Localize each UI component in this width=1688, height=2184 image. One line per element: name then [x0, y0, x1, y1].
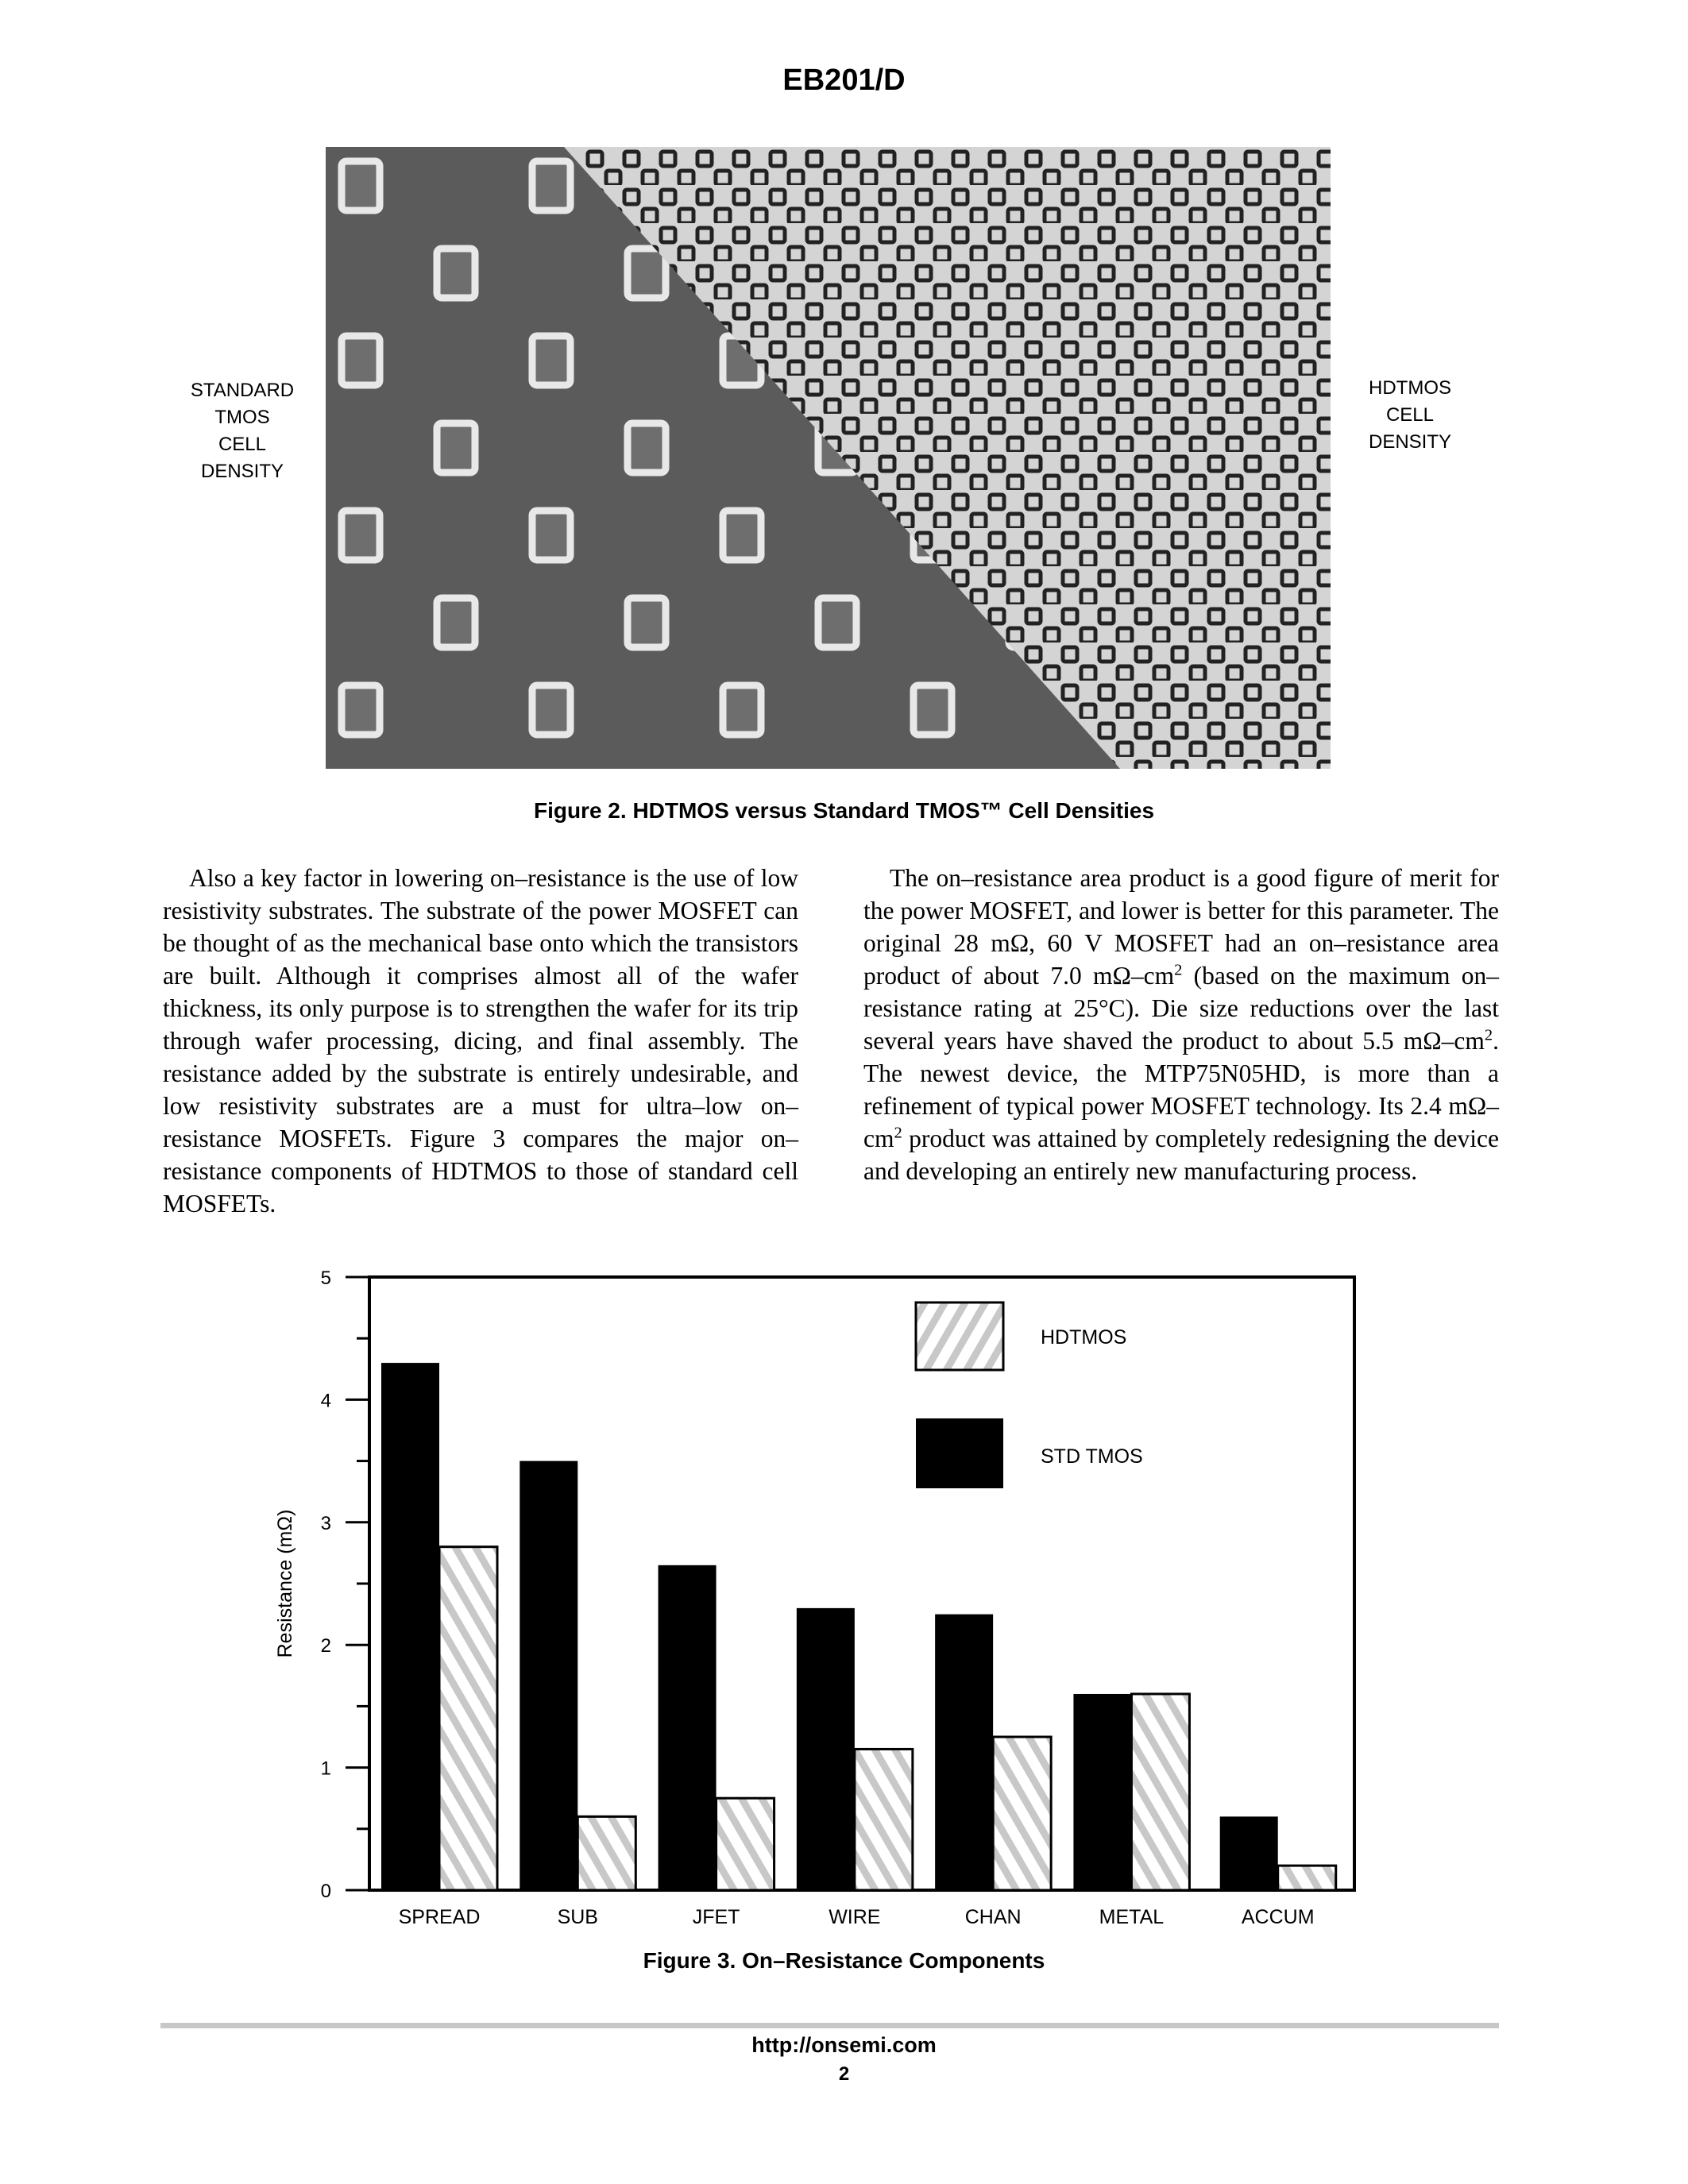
x-category-label: METAL: [1099, 1906, 1165, 1928]
text-span: product was attained by completely redesigning the device and developing an entirely new manufacturing process.: [863, 1125, 1499, 1185]
text-span: (based on the maximum on–resistance rating at 25°C). Die size reductions over the last several years have shaved the product to about 5.5 mΩ–cm: [863, 962, 1499, 1055]
bar-std-tmos: [381, 1363, 439, 1890]
bar-std-tmos: [1220, 1816, 1278, 1890]
label-line: STANDARD: [190, 380, 295, 401]
page-number: 2: [838, 2063, 850, 2085]
bar-hdtmos: [993, 1737, 1051, 1890]
bar-std-tmos: [1073, 1694, 1131, 1890]
figure-3-caption: Figure 3. On–Resistance Components: [643, 1948, 1045, 1973]
x-category-label: WIRE: [829, 1906, 881, 1928]
standard-tmos-label: [171, 377, 314, 485]
footer-url-link[interactable]: http://onsemi.com: [751, 2033, 937, 2057]
y-tick-label: 4: [320, 1390, 331, 1412]
superscript: 2: [894, 1124, 902, 1142]
superscript: 2: [1174, 961, 1183, 979]
bar-std-tmos: [935, 1615, 993, 1890]
x-category-label: CHAN: [964, 1906, 1022, 1928]
x-category-label: ACCUM: [1241, 1906, 1315, 1928]
y-tick-label: 3: [320, 1512, 331, 1534]
y-tick-label: 5: [320, 1268, 331, 1289]
left-column: [163, 862, 798, 1220]
text-span: . The newest device, the MTP75N05HD, is more than a refinement of typical power MOSFET technology. Its 2.4 mΩ–cm: [863, 1027, 1499, 1152]
x-category-label: JFET: [692, 1906, 740, 1928]
label-line: CELL: [218, 434, 267, 455]
legend-std-tmos-label: STD TMOS: [1041, 1445, 1143, 1468]
document-id-header: EB201/D: [782, 64, 906, 97]
hdtmos-label: [1342, 375, 1477, 456]
bar-std-tmos: [659, 1565, 717, 1890]
y-tick-label: 0: [320, 1881, 331, 1902]
on-resistance-bar-chart: [262, 1255, 1374, 1954]
right-column: [863, 862, 1499, 1187]
left-paragraph: Also a key factor in lowering on–resistance is the use of low resistivity substrates. The substrate of the power MOSFET can be thought of as the mechanical base onto which the transistors are built. Although it comprises almost all of the wafer thickness, its only purpose is to strengthen the wafer for its trip through wafer processing, dicing, and final assembly. The resistance added by the substrate is entirely undesirable, and low resistivity substrates are a must for ultra–low on–resistance MOSFETs. Figure 3 compares the major on–resistance components of HDTMOS to those of standard cell MOSFETs.: [163, 864, 798, 1217]
bar-hdtmos: [1278, 1866, 1336, 1890]
y-tick-label: 1: [320, 1758, 331, 1780]
bar-std-tmos: [520, 1461, 577, 1890]
right-paragraph: [863, 862, 1499, 1187]
y-tick-label: 2: [320, 1635, 331, 1657]
x-category-label: SUB: [557, 1906, 598, 1928]
y-axis-label: Resistance (mΩ): [274, 1509, 296, 1658]
label-line: DENSITY: [200, 461, 284, 482]
bar-hdtmos: [717, 1798, 774, 1890]
bar-hdtmos: [577, 1816, 635, 1890]
label-line: HDTMOS: [1369, 377, 1451, 399]
figure-2-caption: Figure 2. HDTMOS versus Standard TMOS™ Cell Densities: [533, 798, 1155, 823]
legend-std-tmos-swatch: [916, 1418, 1003, 1488]
bar-hdtmos: [439, 1547, 497, 1890]
text-span: The on–resistance area product is a good figure of merit for the power MOSFET, and lower is better for this parameter. The original 28 mΩ, 60 V MOSFET had an on–resistance area product of about 7.0 mΩ–cm: [863, 864, 1499, 990]
superscript: 2: [1484, 1026, 1493, 1044]
bar-std-tmos: [797, 1608, 855, 1890]
bar-hdtmos: [855, 1749, 913, 1890]
cell-density-micrograph: [326, 147, 1331, 769]
bar-hdtmos: [1131, 1694, 1189, 1890]
legend-hdtmos-swatch: [916, 1302, 1003, 1370]
footer-divider: [160, 2023, 1499, 2028]
x-category-label: SPREAD: [398, 1906, 481, 1928]
label-line: TMOS: [214, 407, 270, 428]
label-line: CELL: [1385, 404, 1435, 426]
label-line: DENSITY: [1368, 431, 1451, 453]
legend-hdtmos-label: HDTMOS: [1041, 1326, 1127, 1349]
